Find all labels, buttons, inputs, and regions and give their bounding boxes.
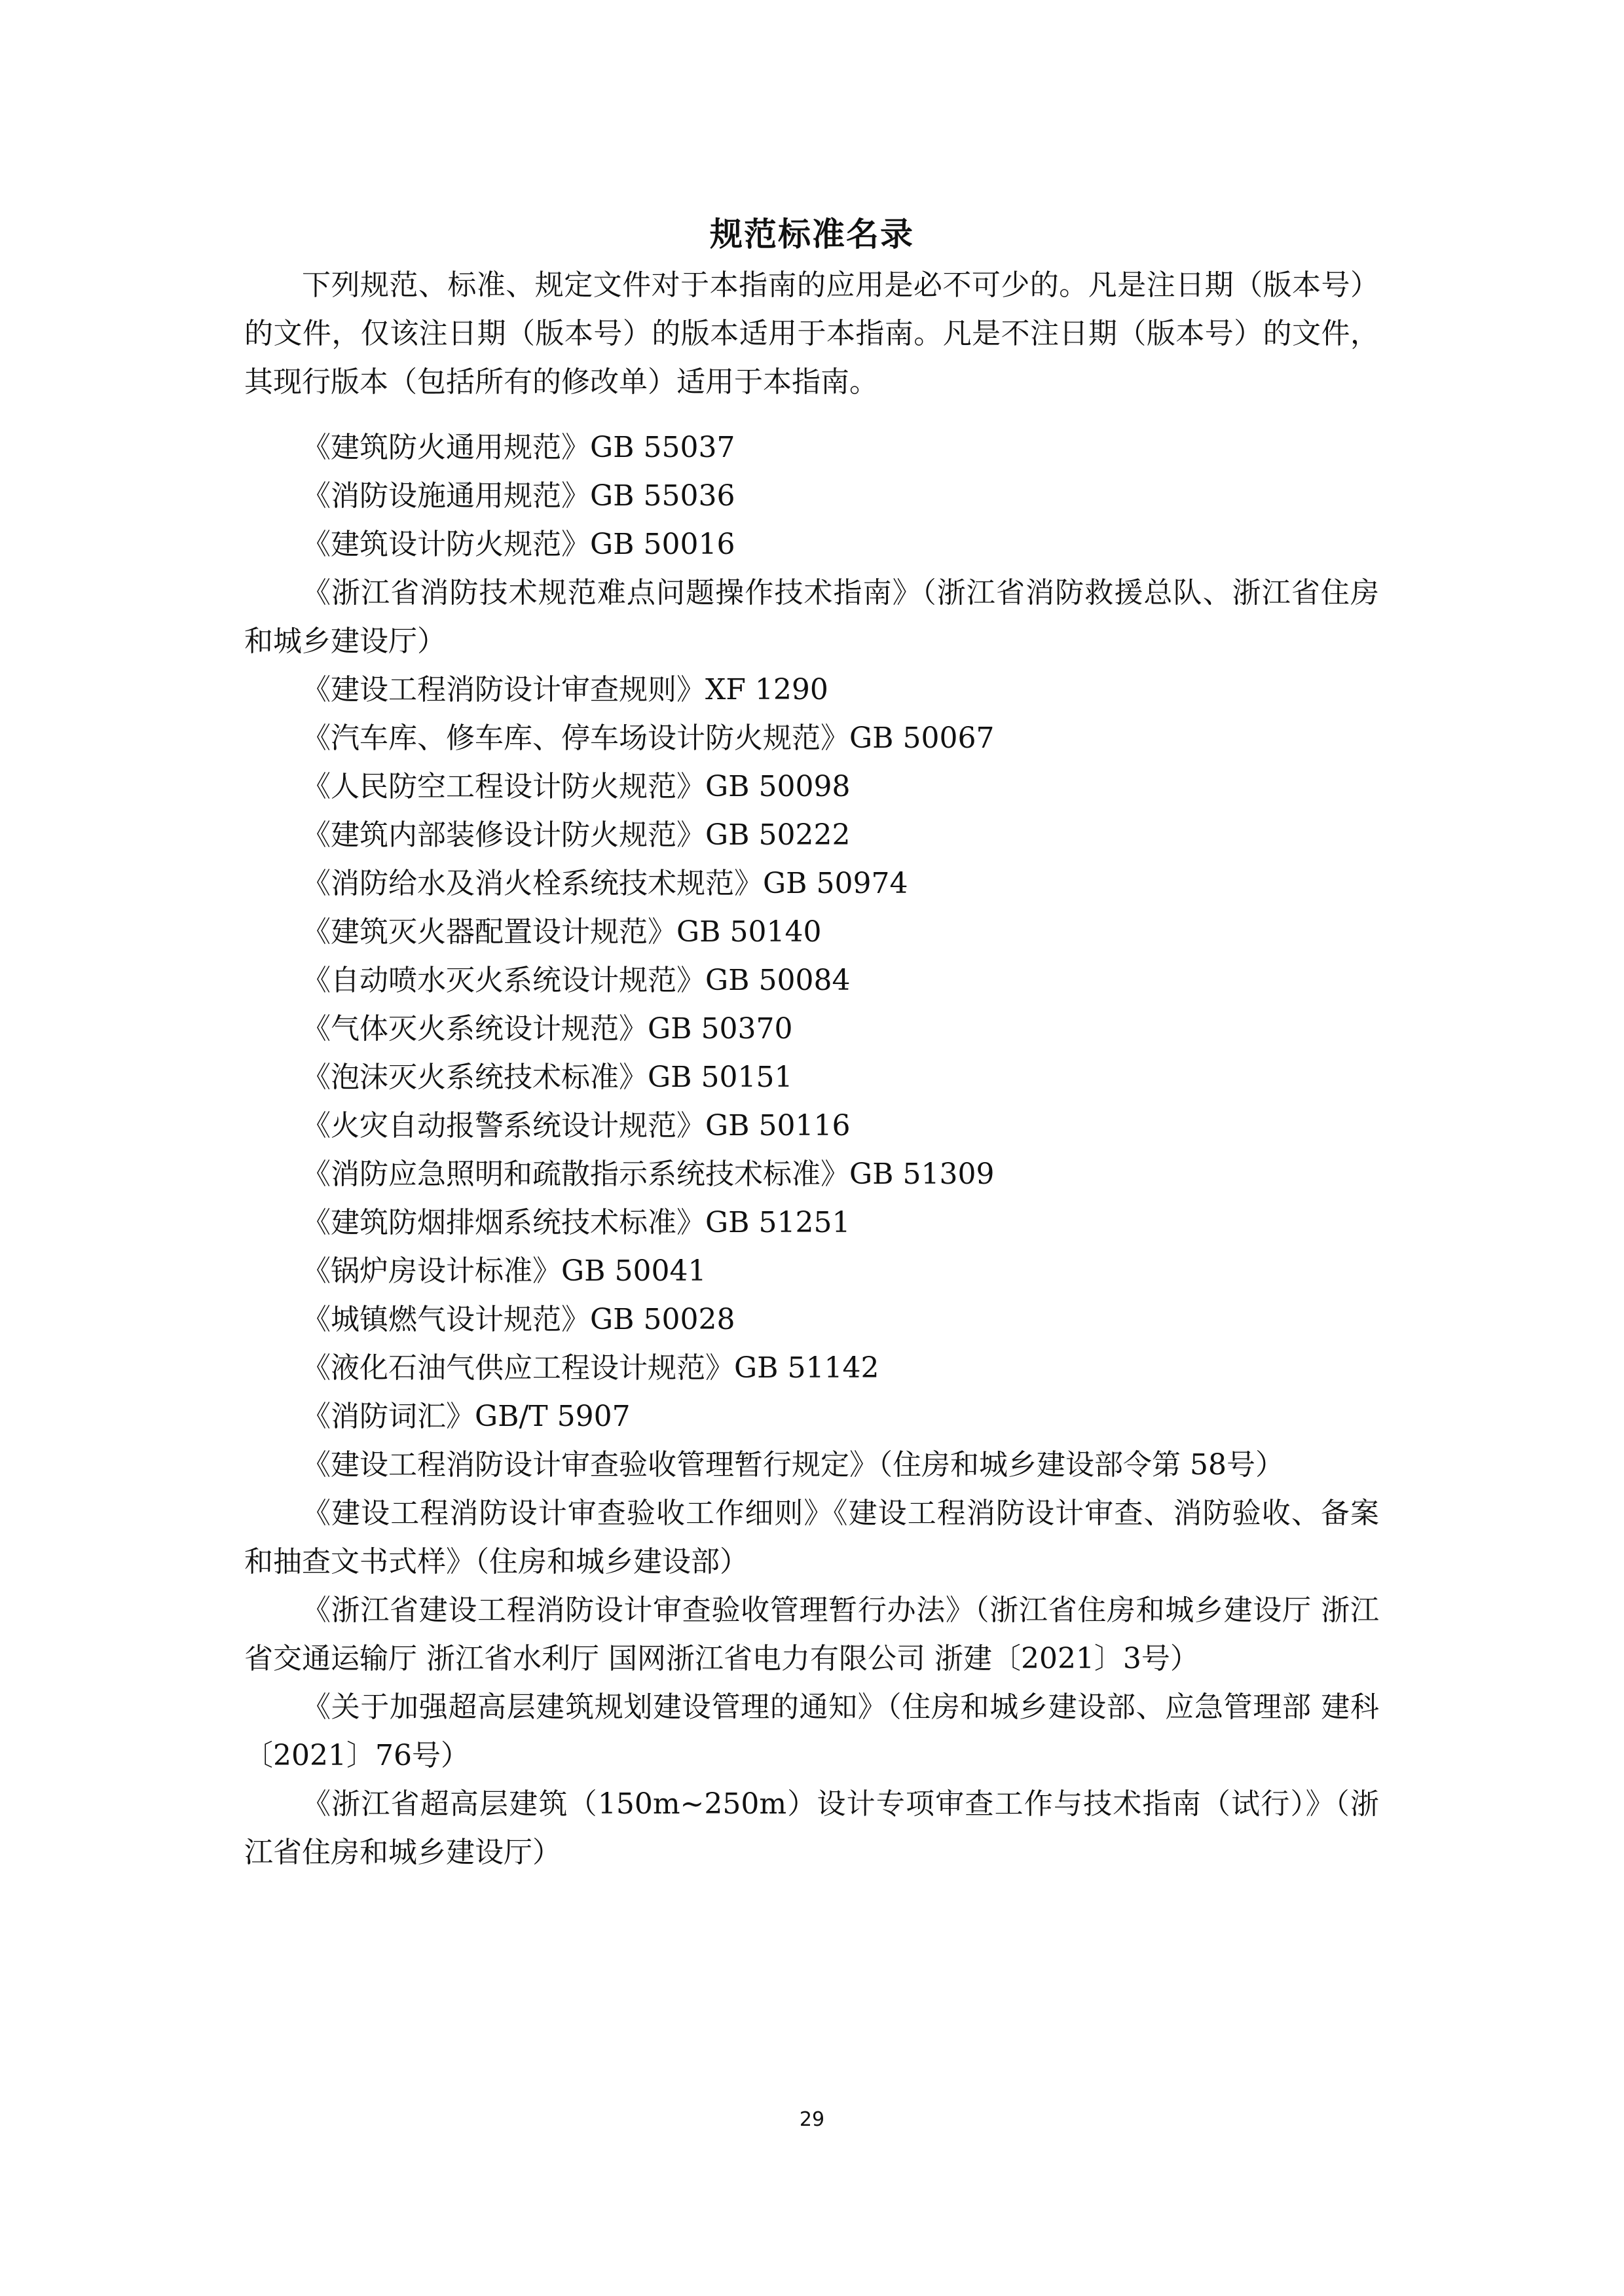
standard-item: 《消防设施通用规范》GB 55036 [302,479,735,513]
standard-item: 《建设工程消防设计审查规则》XF 1290 [302,673,828,706]
page-number: 29 [799,2108,825,2131]
standard-item: 《消防给水及消火栓系统技术规范》GB 50974 [302,867,908,900]
standard-item: 《建设工程消防设计审查验收管理暂行规定》（住房和城乡建设部令第 58号） [302,1448,1284,1482]
standard-item: 《建筑防火通用规范》GB 55037 [302,431,735,464]
standard-item: 《浙江省超高层建筑（150m~250m）设计专项审查工作与技术指南（试行）》（浙江省住房和城乡建设厅） [244,1787,1379,1869]
intro-paragraph: 下列规范、标准、规定文件对于本指南的应用是必不可少的。凡是注日期（版本号）的文件，仅该注日期（版本号）的版本适用于本指南。凡是不注日期（版本号）的文件，其现行版本（包括所有的修改单）适用于本指南。 [244,268,1379,399]
standard-item: 《建筑设计防火规范》GB 50016 [302,528,735,561]
standard-item: 《液化石油气供应工程设计规范》GB 51142 [302,1351,879,1385]
standard-item: 《锅炉房设计标准》GB 50041 [302,1254,707,1288]
document-body [244,261,1379,1877]
standards-list [244,424,1379,1877]
standard-item: 《城镇燃气设计规范》GB 50028 [302,1303,735,1336]
standard-item: 《人民防空工程设计防火规范》GB 50098 [302,770,851,803]
standard-item: 《建筑防烟排烟系统技术标准》GB 51251 [302,1206,851,1239]
standard-item: 《建筑灭火器配置设计规范》GB 50140 [302,915,822,949]
standard-item: 《自动喷水灭火系统设计规范》GB 50084 [302,964,851,997]
standard-item: 《建设工程消防设计审查验收工作细则》《建设工程消防设计审查、消防验收、备案和抽查文书式样》（住房和城乡建设部） [244,1497,1379,1578]
standard-item: 《浙江省消防技术规范难点问题操作技术指南》（浙江省消防救援总队、浙江省住房和城乡建设厅） [244,576,1379,658]
standard-item: 《建筑内部装修设计防火规范》GB 50222 [302,818,851,852]
standard-item: 《汽车库、修车库、停车场设计防火规范》GB 50067 [302,721,995,755]
standard-item: 《泡沫灭火系统技术标准》GB 50151 [302,1061,793,1094]
standard-item: 《浙江省建设工程消防设计审查验收管理暂行办法》（浙江省住房和城乡建设厅 浙江省交通运输厅 浙江省水利厅 国网浙江省电力有限公司 浙建〔2021〕3号） [244,1594,1379,1675]
standard-item: 《气体灭火系统设计规范》GB 50370 [302,1012,793,1046]
standard-item: 《消防词汇》GB/T 5907 [302,1400,631,1433]
page-title: 规范标准名录 [710,215,914,253]
standard-item: 《消防应急照明和疏散指示系统技术标准》GB 51309 [302,1157,995,1191]
standard-item: 《关于加强超高层建筑规划建设管理的通知》（住房和城乡建设部、应急管理部 建科〔2021〕76号） [244,1690,1379,1772]
standard-item: 《火灾自动报警系统设计规范》GB 50116 [302,1109,851,1142]
